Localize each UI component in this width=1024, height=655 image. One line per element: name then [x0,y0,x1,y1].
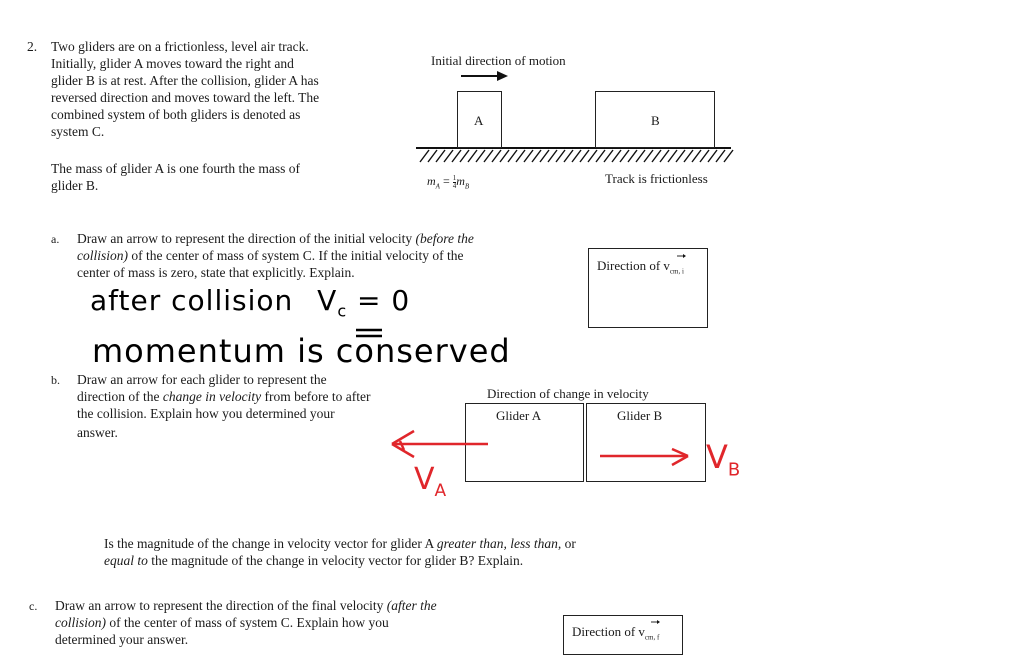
vb-v: V [706,438,728,476]
mass-b-symbol: m [456,174,465,188]
part-b-letter: b. [51,373,60,387]
problem-number: 2. [27,39,38,54]
col-a-label: Glider A [496,408,542,423]
mass-a-sub: A [435,182,440,191]
part-a-italic: (before the [415,231,474,246]
part-b-line: the collision. Explain how you determined your [77,406,335,421]
q-mid: or [561,536,576,551]
pc-l2-italic: collision) [55,615,106,630]
part-a-box-label-sub: cm, i [669,267,684,276]
part-a-letter: a. [51,232,60,246]
mass-text-line: The mass of glider A is one fourth the mass of [51,161,300,176]
glider-a-label: A [474,113,484,128]
frac-num: 1 [452,173,457,182]
q2-italic: equal to [104,553,148,568]
pb-l2-suffix: from before to after [261,389,371,404]
intro-line: reversed direction and moves toward the left. The [51,90,320,105]
handwriting-1-text: after collision [90,284,294,317]
va-sub: A [434,481,447,501]
part-b-line: Draw an arrow for each glider to represent the [77,372,327,387]
part-a-prefix: Draw an arrow to represent the direction of the initial velocity [77,231,416,246]
mass-text-line: glider B. [51,178,99,193]
vb-sub: B [727,459,741,481]
initial-direction-label: Initial direction of motion [431,53,566,68]
intro-line: glider B is at rest. After the collision, glider A has [51,73,319,88]
part-a-box-label-text: Direction of v [597,258,670,273]
hw-c: c [337,301,348,321]
intro-line: combined system of both gliders is denoted as [51,107,301,122]
hw-v: V [317,284,338,317]
pc-l1-prefix: Draw an arrow to represent the direction of the final velocity [55,598,387,613]
pc-l1-italic: (after the [386,598,437,613]
handwriting-momentum: momentum is conserved [92,332,511,370]
intro-line: system C. [51,124,105,139]
mass-eq: = [439,174,453,188]
pb-l2-prefix: direction of the [77,389,163,404]
part-a-line: center of mass is zero, state that explicitly. Explain. [77,265,355,280]
part-b-line: answer. [77,425,118,440]
pc-l2-suffix: of the center of mass of system C. Explain how you [106,615,389,630]
hw-zero: = 0 [347,284,411,317]
col-b-label: Glider B [617,408,663,423]
glider-b-label: B [651,113,660,128]
va-v: V [414,462,435,497]
track-label: Track is frictionless [605,171,708,186]
q-prefix: Is the magnitude of the change in velocity vector for glider A [104,536,437,551]
part-a-line: collision) of the center of mass of system C. If the initial velocity of the [77,248,464,263]
pb-l2-italic: change in velocity [162,389,262,404]
intro-line: Two gliders are on a frictionless, level air track. [51,39,309,54]
q-italic: greater than, less than, [436,536,562,551]
q2-suffix: the magnitude of the change in velocity vector for glider B? Explain. [147,553,524,568]
mass-a-symbol: m [427,174,436,188]
part-c-line: determined your answer. [55,632,189,647]
intro-line: Initially, glider A moves toward the right and [51,56,294,71]
part-c-box-label-text: Direction of v [572,624,645,639]
part-c-box-label-sub: cm, f [644,633,660,642]
mass-b-sub: B [464,182,470,191]
part-c-letter: c. [29,599,38,613]
frac-den: 4 [452,181,457,190]
table-title: Direction of change in velocity [487,386,649,401]
